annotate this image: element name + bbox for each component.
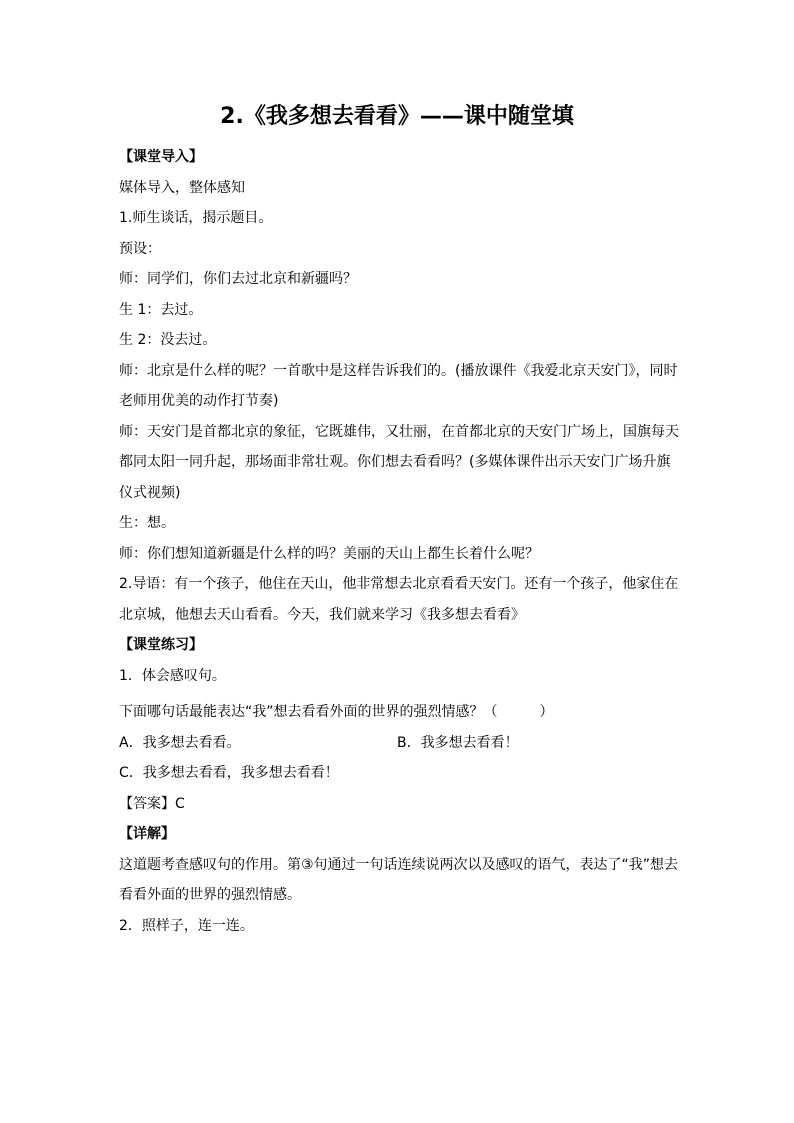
text-line: 生：想。 (119, 515, 175, 531)
question-stem: 下面哪句话最能表达“我”想去看看外面的世界的强烈情感？（ ） (119, 704, 554, 720)
text-line: 师：同学们，你们去过北京和新疆吗？ (119, 271, 357, 287)
option-b: B．我多想去看看！ (397, 734, 519, 751)
text-line: 1.师生谈话，揭示题目。 (119, 210, 273, 226)
text-line: 预设： (119, 240, 161, 257)
option-a: A．我多想去看看。 (119, 734, 241, 751)
text-line: 生 2：没去过。 (119, 332, 217, 348)
document-body (119, 142, 679, 941)
document-title: 2.《我多想去看看》——课中随堂填 (220, 104, 574, 129)
text-line: 媒体导入，整体感知 (119, 179, 245, 196)
section-heading-intro: 【课堂导入】 (119, 149, 203, 165)
text-paragraph: 师：北京是什么样的呢？一首歌中是这样告诉我们的。(播放课件《我爱北京天安门》，同时老师用优美的动作打节奏) (119, 362, 678, 409)
question-title: 2．照样子，连一连。 (119, 917, 254, 934)
text-line: 生 1：去过。 (119, 301, 203, 318)
options-row (119, 728, 679, 759)
text-paragraph: 2.导语：有一个孩子，他住在天山，他非常想去北京看看天安门。还有一个孩子，他家住在北京城，他想去天山看看。今天，我们就来学习《我多想去看看》 (119, 576, 679, 623)
question-title: 1．体会感叹句。 (119, 667, 226, 684)
option-c: C．我多想去看看，我多想去看看！ (119, 765, 339, 781)
answer-line: 【答案】C (119, 795, 185, 812)
detail-paragraph: 这道题考查感叹句的作用。第③句通过一句话连续说两次以及感叹的语气，表达了“我”想去看看外面的世界的强烈情感。 (119, 856, 679, 903)
detail-heading: 【详解】 (119, 826, 175, 842)
section-heading-practice: 【课堂练习】 (119, 637, 203, 653)
text-line: 师：你们想知道新疆是什么样的吗？美丽的天山上都生长着什么呢？ (119, 545, 539, 562)
text-paragraph: 师：天安门是首都北京的象征，它既雄伟，又壮丽，在首都北京的天安门广场上，国旗每天都同太阳一同升起，那场面非常壮观。你们想去看看吗？(多媒体课件出示天安门广场升旗仪式视频) (119, 423, 679, 501)
